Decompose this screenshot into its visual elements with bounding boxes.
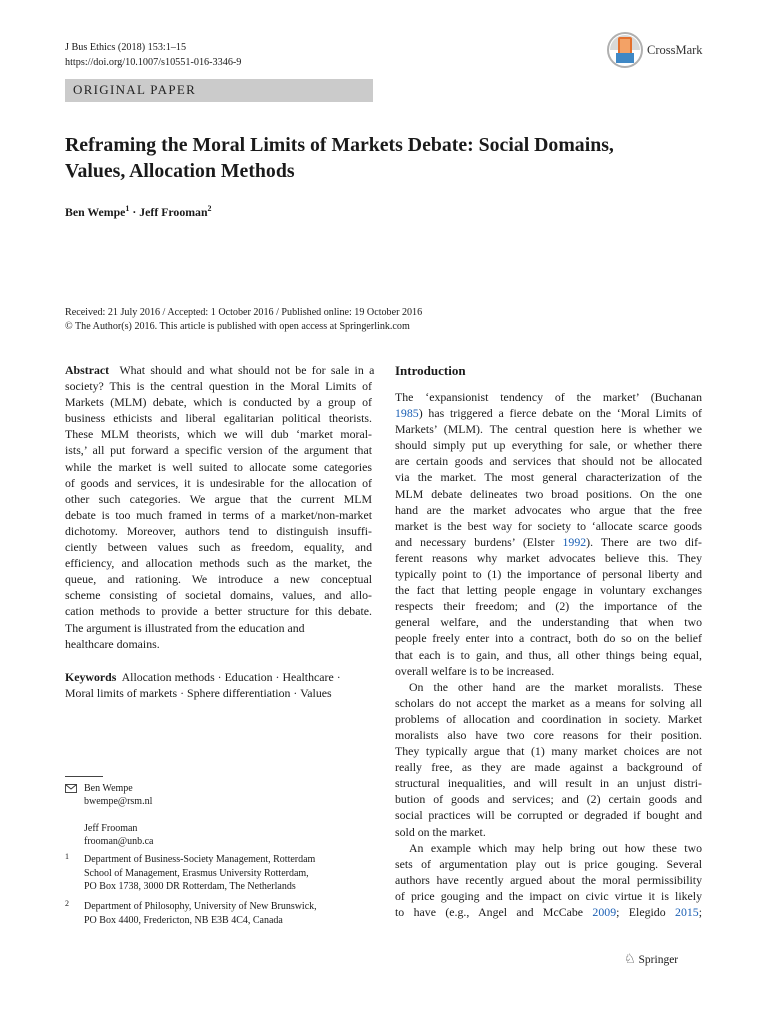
crossmark-label: CrossMark [647, 43, 703, 57]
publication-history [65, 306, 715, 334]
abstract-line [65, 362, 375, 378]
abstract-line: other such categories. We argue that the current MLM [65, 491, 372, 506]
paragraph-line: ferent reasons why market advocates believe this. They [395, 550, 702, 565]
publisher-name: Springer [638, 954, 679, 966]
citation-link[interactable]: 2015 [675, 905, 699, 919]
paragraph-line: hand are the market advocates who argue that the free [395, 502, 702, 517]
contact-email[interactable]: frooman@unb.ca [84, 836, 154, 848]
abstract-line: Markets (MLM) debate, which is conducted by a group of [65, 395, 372, 410]
footnote-rule [65, 776, 103, 777]
paragraph-line: respects their freedom; and (2) the importance of the [395, 599, 702, 614]
copyright-line: © The Author(s) 2016. This article is published with open access at Springerlink.com [65, 321, 410, 332]
paragraph-line: structural inequalities, and will result in an unjust distri- [395, 776, 702, 791]
affiliation-line: PO Box 4400, Fredericton, NB E3B 4C4, Canada [84, 914, 283, 926]
affiliation-line: School of Management, Erasmus University Rotterdam, [84, 867, 309, 879]
paragraph-line: and necessary burdens’ (Elster 1992). There are two dif- [395, 534, 703, 549]
correspondence [65, 782, 153, 849]
keywords-line: Moral limits of markets · Sphere differentiation · Values [65, 686, 332, 701]
citation-link[interactable]: 1985 [395, 406, 419, 421]
paragraph-line: An example which may help bring out how these two [409, 840, 702, 855]
abstract [65, 362, 375, 652]
abstract-line: efficiency, and allocation methods such as the market, the [65, 556, 372, 571]
springer-logo-icon: ♘ [624, 951, 636, 966]
article-type-label: ORIGINAL PAPER [73, 82, 197, 97]
abstract-line: society? This is the central question in the Moral Limits of [65, 379, 372, 394]
paragraph-line: Markets’ (MLM). The central question here is whether we [395, 422, 702, 437]
paragraph-line: They typically argue that (1) many market choices are not [395, 744, 702, 759]
abstract-line: business ethicists and liberal egalitarian political theorists. [65, 411, 372, 426]
paragraph-line: overall welfare is to be increased. [395, 663, 555, 678]
journal-citation [65, 40, 241, 70]
affiliation-line: Department of Philosophy, University of New Brunswick, [84, 901, 317, 912]
paragraph-line: authors have recently argued about the moral permissibility [395, 872, 702, 887]
paragraph-line: to have (e.g., Angel and McCabe 2009; Elegido 2015; [395, 905, 702, 919]
affiliation-line: Department of Business-Society Management, Rotterdam [84, 854, 316, 865]
abstract-line: ciently between values such as freedom, equality, and [65, 540, 372, 555]
paragraph-line: the fact that letting people engage in voluntary exchanges [395, 583, 702, 598]
abstract-line: while the market is well suited to allocate some categories [65, 459, 372, 474]
paragraph-line: The ‘expansionist tendency of the market’ (Buchanan [395, 390, 702, 404]
abstract-line: of goods and services, it is undesirable for the allocation of [65, 475, 372, 490]
paragraph-line: bution of goods and services; and (2) certain goods and [395, 792, 702, 807]
keywords-label: Keywords [65, 670, 117, 684]
paragraph-line: problems of allocation and coordination in society. Market [395, 711, 702, 726]
paragraph-line: On the other hand are the market moralists. These [409, 679, 702, 694]
paragraph-line: scholars do not accept the market as a means for solving all [395, 695, 702, 710]
crossmark-icon [607, 31, 643, 69]
author-affiliation-marker: 2 [207, 204, 212, 213]
abstract-line: The argument is illustrated from the education and [65, 620, 305, 635]
affiliation-number: 2 [65, 899, 69, 908]
paragraph-line: 1985) has triggered a fierce debate on the ‘Moral Limits of [395, 406, 702, 421]
contact-email[interactable]: bwempe@rsm.nl [84, 796, 153, 808]
author-affiliation-marker: 1 [125, 204, 130, 213]
title-line-2: Values, Allocation Methods [65, 160, 295, 182]
section-heading: Introduction [395, 363, 466, 378]
title-line-1: Reframing the Moral Limits of Markets Debate: Social Domains, [65, 134, 614, 156]
paragraph-line: should simply put up everything for sale, or whether there [395, 438, 702, 453]
paragraph-line: people freely enter into a contract, both do so on the belief [395, 631, 702, 646]
abstract-text: What should and what should not be for sale in a [119, 363, 375, 377]
author-list [65, 204, 212, 220]
crossmark-badge[interactable] [607, 31, 727, 71]
abstract-line: queue, and rationing. We introduce a new conceptual [65, 572, 372, 587]
paragraph-line: MLM debate delineates two broad positions. On the one [395, 486, 702, 501]
envelope-icon [65, 784, 77, 793]
author-separator: · [129, 204, 140, 219]
dates-line: Received: 21 July 2016 / Accepted: 1 October 2016 / Published online: 19 October 2016 [65, 307, 423, 318]
paragraph-line: sold on the market. [395, 824, 486, 839]
abstract-line: dichotomy. Moreover, authors tend to distinguish insuffi- [65, 523, 372, 538]
contact-name: Jeff Frooman [84, 822, 138, 834]
paragraph-line: market is the best way for society to ‘allocate scarce goods [395, 518, 702, 533]
abstract-line: healthcare domains. [65, 636, 160, 651]
abstract-line: scheme consisting of societal domains, values, and allo- [65, 588, 372, 603]
abstract-line: These MLM theorists, which we will dub ‘market moral- [65, 427, 372, 442]
keywords-line: Allocation methods · Education · Healthcare · [121, 670, 341, 684]
keywords [65, 669, 372, 701]
publisher-footer [624, 951, 678, 967]
paragraph-line: sets of argumentation play out is price gouging. Several [395, 856, 702, 871]
abstract-line: debate is too much framed in terms of a market/non-market [65, 507, 372, 522]
paragraph-line: typically point to (1) the importance of personal liberty and [395, 567, 702, 582]
paragraph-line: really free, as they are made against a background of [395, 760, 702, 775]
doi-link[interactable]: https://doi.org/10.1007/s10551-016-3346-9 [65, 57, 242, 68]
paragraph-line: via the market. The most general characterization of the [395, 470, 702, 485]
abstract-line: ists,’ all put forward a specific version of the argument that [65, 443, 372, 458]
abstract-label: Abstract [65, 363, 110, 377]
contact-name: Ben Wempe [84, 783, 133, 794]
paragraph-line: general welfare, and the understanding that when two [395, 615, 702, 630]
author-name[interactable]: Jeff Frooman [139, 204, 208, 219]
paragraph-line: social practices will be corrupted or degraded if bought and [395, 808, 702, 823]
journal-line: J Bus Ethics (2018) 153:1–15 [65, 42, 187, 53]
introduction-body [395, 389, 702, 920]
article-type-banner [65, 79, 373, 102]
citation-link[interactable]: 1992 [562, 534, 587, 549]
paragraph-line: moralists also have two core reasons for their position. [395, 727, 702, 742]
affiliation-number: 1 [65, 852, 69, 861]
article-title [65, 132, 705, 184]
author-name[interactable]: Ben Wempe [65, 204, 126, 219]
paragraph-line: that each is to gain, and thus, all other things being equal, [395, 647, 702, 662]
affiliation-line: PO Box 1738, 3000 DR Rotterdam, The Netherlands [84, 881, 296, 893]
paragraph-line: are certain goods and services that should not be allocated [395, 454, 702, 469]
abstract-line: cation methods to provide a better structure for this debate. [65, 604, 372, 619]
citation-link[interactable]: 2009 [592, 905, 617, 919]
paragraph-line: of price gouging and the impact on civic virtue it is likely [395, 888, 702, 903]
